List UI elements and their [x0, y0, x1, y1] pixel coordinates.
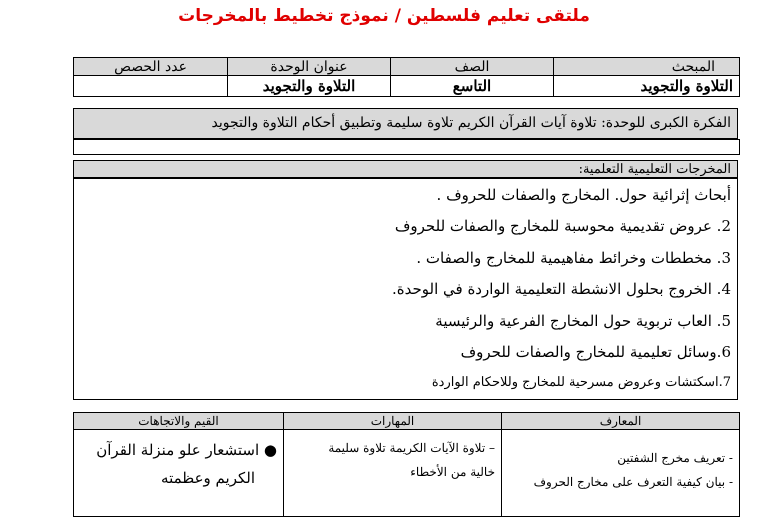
header-knowledge: المعارف — [502, 413, 740, 430]
skills-cell — [284, 430, 502, 517]
value-grade: التاسع — [391, 76, 554, 97]
outcome-item: 3. مخططات وخرائط مفاهيمية للمخارج والصفات . — [416, 248, 731, 267]
outcome-item: 6.وسائل تعليمية للمخارج والصفات للحروف — [460, 342, 731, 361]
outcome-item: 5. العاب تربوية حول المخارج الفرعية والرئيسية — [435, 311, 731, 330]
header-skills: المهارات — [284, 413, 502, 430]
value-item: الكريم وعظمته — [161, 469, 255, 487]
bullet-icon: ● — [259, 441, 277, 459]
value-unit-title: التلاوة والتجويد — [228, 76, 391, 97]
outcomes-list — [73, 178, 738, 400]
header-grade: الصف — [391, 58, 554, 76]
header-unit-title: عنوان الوحدة — [228, 58, 391, 76]
knowledge-skills-values-table — [73, 412, 740, 517]
document-title: ملتقى تعليم فلسطين / نموذج تخطيط بالمخرجات — [178, 6, 590, 26]
outcome-item: 4. الخروج بحلول الانشطة التعليمية الواردة في الوحدة. — [391, 280, 731, 299]
knowledge-item: - تعريف مخرج الشفتين — [617, 451, 733, 465]
info-table — [73, 57, 740, 97]
value-item: ● استشعار علو منزلة القرآن — [96, 441, 277, 459]
outcome-item: 2. عروض تقديمية محوسبة للمخارج والصفات للحروف — [394, 217, 731, 236]
outcome-item: 7.اسكتشات وعروض مسرحية للمخارج وللاحكام الواردة — [431, 375, 731, 391]
values-cell — [74, 430, 284, 517]
value-subject: التلاوة والتجويد — [554, 76, 740, 97]
knowledge-item: - بيان كيفية التعرف على مخارج الحروف — [533, 475, 733, 489]
big-idea: الفكرة الكبرى للوحدة: تلاوة آيات القرآن الكريم تلاوة سليمة وتطبيق أحكام التلاوة والتجويد — [73, 108, 738, 139]
header-periods: عدد الحصص — [74, 58, 228, 76]
big-idea-blank-row — [73, 139, 740, 155]
outcome-item: أبحاث إثرائية حول. المخارج والصفات للحروف . — [436, 186, 731, 204]
header-subject: المبحث — [554, 58, 740, 76]
header-values: القيم والاتجاهات — [74, 413, 284, 430]
skill-item: خالية من الأخطاء — [410, 465, 495, 479]
knowledge-cell — [502, 430, 740, 517]
outcomes-heading: المخرجات التعليمية التعلمية: — [73, 160, 738, 178]
value-periods — [74, 76, 228, 97]
skill-item: – تلاوة الآيات الكريمة تلاوة سليمة — [328, 441, 495, 455]
